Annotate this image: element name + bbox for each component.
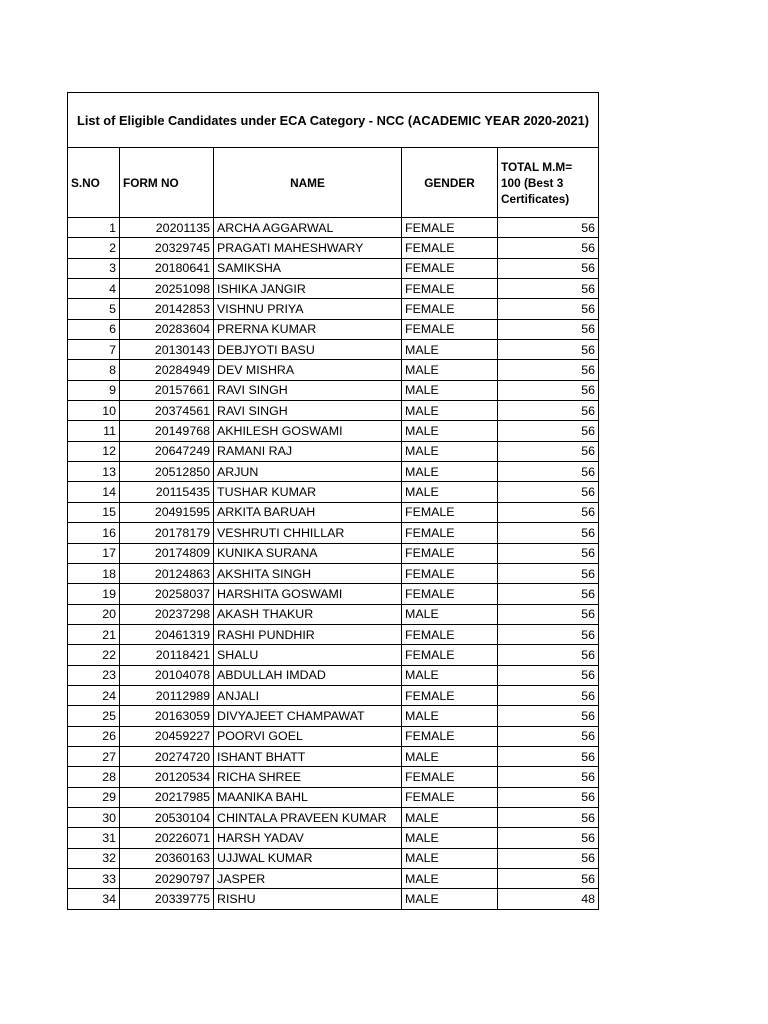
cell-total: 56: [498, 807, 599, 827]
cell-sno: 1: [68, 218, 120, 238]
candidates-table: [67, 92, 599, 910]
header-row: [68, 148, 599, 218]
cell-name: ABDULLAH IMDAD: [214, 665, 402, 685]
table-row: [68, 624, 599, 644]
cell-sno: 33: [68, 869, 120, 889]
cell-sno: 19: [68, 584, 120, 604]
cell-form-no: 20329745: [120, 238, 214, 258]
cell-sno: 27: [68, 746, 120, 766]
cell-total: 56: [498, 380, 599, 400]
cell-form-no: 20491595: [120, 502, 214, 522]
cell-form-no: 20226071: [120, 828, 214, 848]
cell-total: 56: [498, 848, 599, 868]
cell-total: 56: [498, 462, 599, 482]
cell-gender: MALE: [402, 869, 498, 889]
cell-total: 56: [498, 584, 599, 604]
cell-gender: MALE: [402, 380, 498, 400]
table-row: [68, 563, 599, 583]
cell-name: CHINTALA PRAVEEN KUMAR: [214, 807, 402, 827]
table-row: [68, 462, 599, 482]
cell-total: 56: [498, 604, 599, 624]
cell-name: HARSHITA GOSWAMI: [214, 584, 402, 604]
cell-form-no: 20284949: [120, 360, 214, 380]
cell-form-no: 20459227: [120, 726, 214, 746]
table-row: [68, 279, 599, 299]
cell-form-no: 20530104: [120, 807, 214, 827]
cell-name: PRAGATI MAHESHWARY: [214, 238, 402, 258]
cell-name: ISHIKA JANGIR: [214, 279, 402, 299]
cell-sno: 8: [68, 360, 120, 380]
cell-name: RAVI SINGH: [214, 401, 402, 421]
cell-sno: 34: [68, 889, 120, 909]
cell-total: 56: [498, 218, 599, 238]
cell-total: 56: [498, 685, 599, 705]
cell-total: 56: [498, 746, 599, 766]
cell-form-no: 20512850: [120, 462, 214, 482]
cell-gender: MALE: [402, 828, 498, 848]
cell-gender: MALE: [402, 340, 498, 360]
cell-form-no: 20104078: [120, 665, 214, 685]
cell-gender: FEMALE: [402, 624, 498, 644]
cell-sno: 18: [68, 563, 120, 583]
cell-form-no: 20178179: [120, 523, 214, 543]
cell-form-no: 20124863: [120, 563, 214, 583]
cell-total: 56: [498, 869, 599, 889]
table-row: [68, 726, 599, 746]
cell-total: 56: [498, 726, 599, 746]
cell-name: AKSHITA SINGH: [214, 563, 402, 583]
cell-form-no: 20360163: [120, 848, 214, 868]
cell-gender: FEMALE: [402, 543, 498, 563]
cell-name: PRERNA KUMAR: [214, 319, 402, 339]
cell-total: 56: [498, 767, 599, 787]
table-row: [68, 645, 599, 665]
table-row: [68, 380, 599, 400]
cell-sno: 28: [68, 767, 120, 787]
cell-form-no: 20274720: [120, 746, 214, 766]
cell-gender: MALE: [402, 848, 498, 868]
cell-name: HARSH YADAV: [214, 828, 402, 848]
table-row: [68, 869, 599, 889]
cell-name: RISHU: [214, 889, 402, 909]
cell-name: POORVI GOEL: [214, 726, 402, 746]
cell-gender: FEMALE: [402, 299, 498, 319]
cell-name: ANJALI: [214, 685, 402, 705]
table-row: [68, 706, 599, 726]
table-row: [68, 665, 599, 685]
cell-form-no: 20374561: [120, 401, 214, 421]
column-header-sno: S.NO: [68, 148, 120, 218]
cell-form-no: 20258037: [120, 584, 214, 604]
cell-total: 56: [498, 319, 599, 339]
table-row: [68, 218, 599, 238]
cell-form-no: 20112989: [120, 685, 214, 705]
cell-gender: MALE: [402, 441, 498, 461]
cell-sno: 25: [68, 706, 120, 726]
cell-form-no: 20237298: [120, 604, 214, 624]
cell-gender: MALE: [402, 482, 498, 502]
cell-sno: 12: [68, 441, 120, 461]
cell-gender: MALE: [402, 665, 498, 685]
table-row: [68, 807, 599, 827]
cell-total: 56: [498, 502, 599, 522]
table-row: [68, 787, 599, 807]
cell-sno: 13: [68, 462, 120, 482]
cell-form-no: 20290797: [120, 869, 214, 889]
cell-total: 56: [498, 828, 599, 848]
cell-name: ARKITA BARUAH: [214, 502, 402, 522]
table-row: [68, 360, 599, 380]
cell-gender: FEMALE: [402, 685, 498, 705]
cell-total: 56: [498, 279, 599, 299]
cell-gender: FEMALE: [402, 279, 498, 299]
cell-name: ISHANT BHATT: [214, 746, 402, 766]
column-header-name: NAME: [214, 148, 402, 218]
cell-gender: FEMALE: [402, 258, 498, 278]
cell-form-no: 20120534: [120, 767, 214, 787]
cell-gender: MALE: [402, 889, 498, 909]
cell-form-no: 20163059: [120, 706, 214, 726]
cell-sno: 6: [68, 319, 120, 339]
table-row: [68, 340, 599, 360]
table-row: [68, 482, 599, 502]
table-row: [68, 685, 599, 705]
cell-name: ARJUN: [214, 462, 402, 482]
cell-total: 56: [498, 482, 599, 502]
cell-total: 56: [498, 441, 599, 461]
cell-gender: FEMALE: [402, 726, 498, 746]
cell-name: TUSHAR KUMAR: [214, 482, 402, 502]
cell-form-no: 20217985: [120, 787, 214, 807]
cell-sno: 5: [68, 299, 120, 319]
table-row: [68, 319, 599, 339]
table-row: [68, 441, 599, 461]
cell-name: AKHILESH GOSWAMI: [214, 421, 402, 441]
table-row: [68, 746, 599, 766]
cell-name: DIVYAJEET CHAMPAWAT: [214, 706, 402, 726]
table-row: [68, 238, 599, 258]
cell-form-no: 20180641: [120, 258, 214, 278]
cell-sno: 10: [68, 401, 120, 421]
document-title: List of Eligible Candidates under ECA Category - NCC (ACADEMIC YEAR 2020-2021): [68, 93, 599, 148]
cell-total: 56: [498, 563, 599, 583]
cell-total: 56: [498, 624, 599, 644]
cell-total: 48: [498, 889, 599, 909]
cell-sno: 15: [68, 502, 120, 522]
cell-form-no: 20149768: [120, 421, 214, 441]
cell-sno: 22: [68, 645, 120, 665]
cell-sno: 29: [68, 787, 120, 807]
cell-form-no: 20461319: [120, 624, 214, 644]
cell-name: SHALU: [214, 645, 402, 665]
cell-gender: FEMALE: [402, 319, 498, 339]
cell-form-no: 20130143: [120, 340, 214, 360]
cell-sno: 31: [68, 828, 120, 848]
cell-total: 56: [498, 645, 599, 665]
cell-gender: MALE: [402, 401, 498, 421]
cell-name: RAVI SINGH: [214, 380, 402, 400]
cell-form-no: 20201135: [120, 218, 214, 238]
table-row: [68, 421, 599, 441]
table-row: [68, 828, 599, 848]
cell-sno: 32: [68, 848, 120, 868]
table-row: [68, 584, 599, 604]
column-header-form-no: FORM NO: [120, 148, 214, 218]
cell-gender: FEMALE: [402, 767, 498, 787]
cell-form-no: 20157661: [120, 380, 214, 400]
cell-gender: FEMALE: [402, 238, 498, 258]
column-header-total: TOTAL M.M= 100 (Best 3 Certificates): [498, 148, 599, 218]
cell-name: SAMIKSHA: [214, 258, 402, 278]
cell-name: RICHA SHREE: [214, 767, 402, 787]
cell-total: 56: [498, 421, 599, 441]
table-row: [68, 767, 599, 787]
table-row: [68, 543, 599, 563]
cell-sno: 24: [68, 685, 120, 705]
cell-sno: 30: [68, 807, 120, 827]
cell-gender: FEMALE: [402, 645, 498, 665]
cell-total: 56: [498, 238, 599, 258]
cell-name: ARCHA AGGARWAL: [214, 218, 402, 238]
cell-gender: FEMALE: [402, 502, 498, 522]
cell-total: 56: [498, 340, 599, 360]
cell-sno: 11: [68, 421, 120, 441]
cell-total: 56: [498, 401, 599, 421]
cell-form-no: 20142853: [120, 299, 214, 319]
cell-total: 56: [498, 258, 599, 278]
cell-gender: MALE: [402, 421, 498, 441]
cell-gender: MALE: [402, 462, 498, 482]
cell-gender: FEMALE: [402, 218, 498, 238]
cell-total: 56: [498, 706, 599, 726]
cell-name: DEBJYOTI BASU: [214, 340, 402, 360]
cell-name: AKASH THAKUR: [214, 604, 402, 624]
cell-name: VESHRUTI CHHILLAR: [214, 523, 402, 543]
cell-gender: FEMALE: [402, 584, 498, 604]
cell-form-no: 20339775: [120, 889, 214, 909]
cell-gender: MALE: [402, 807, 498, 827]
cell-sno: 4: [68, 279, 120, 299]
table-row: [68, 258, 599, 278]
table-row: [68, 848, 599, 868]
cell-name: MAANIKA BAHL: [214, 787, 402, 807]
table-row: [68, 401, 599, 421]
cell-name: RAMANI RAJ: [214, 441, 402, 461]
cell-gender: MALE: [402, 706, 498, 726]
table-row: [68, 889, 599, 909]
table-row: [68, 502, 599, 522]
cell-name: RASHI PUNDHIR: [214, 624, 402, 644]
cell-gender: MALE: [402, 746, 498, 766]
table-row: [68, 523, 599, 543]
cell-sno: 20: [68, 604, 120, 624]
cell-form-no: 20647249: [120, 441, 214, 461]
cell-form-no: 20115435: [120, 482, 214, 502]
cell-form-no: 20118421: [120, 645, 214, 665]
cell-name: JASPER: [214, 869, 402, 889]
cell-form-no: 20174809: [120, 543, 214, 563]
cell-form-no: 20251098: [120, 279, 214, 299]
cell-sno: 3: [68, 258, 120, 278]
cell-total: 56: [498, 543, 599, 563]
cell-gender: MALE: [402, 360, 498, 380]
cell-gender: MALE: [402, 604, 498, 624]
cell-name: DEV MISHRA: [214, 360, 402, 380]
cell-gender: FEMALE: [402, 787, 498, 807]
cell-sno: 26: [68, 726, 120, 746]
cell-total: 56: [498, 360, 599, 380]
table-row: [68, 604, 599, 624]
cell-name: KUNIKA SURANA: [214, 543, 402, 563]
cell-sno: 23: [68, 665, 120, 685]
cell-total: 56: [498, 787, 599, 807]
cell-total: 56: [498, 523, 599, 543]
cell-total: 56: [498, 299, 599, 319]
column-header-gender: GENDER: [402, 148, 498, 218]
cell-sno: 16: [68, 523, 120, 543]
cell-gender: FEMALE: [402, 563, 498, 583]
table-body: [68, 218, 599, 910]
cell-sno: 9: [68, 380, 120, 400]
cell-sno: 2: [68, 238, 120, 258]
cell-sno: 14: [68, 482, 120, 502]
table-row: [68, 299, 599, 319]
cell-sno: 7: [68, 340, 120, 360]
cell-gender: FEMALE: [402, 523, 498, 543]
cell-sno: 21: [68, 624, 120, 644]
cell-sno: 17: [68, 543, 120, 563]
cell-name: VISHNU PRIYA: [214, 299, 402, 319]
cell-name: UJJWAL KUMAR: [214, 848, 402, 868]
cell-total: 56: [498, 665, 599, 685]
cell-form-no: 20283604: [120, 319, 214, 339]
